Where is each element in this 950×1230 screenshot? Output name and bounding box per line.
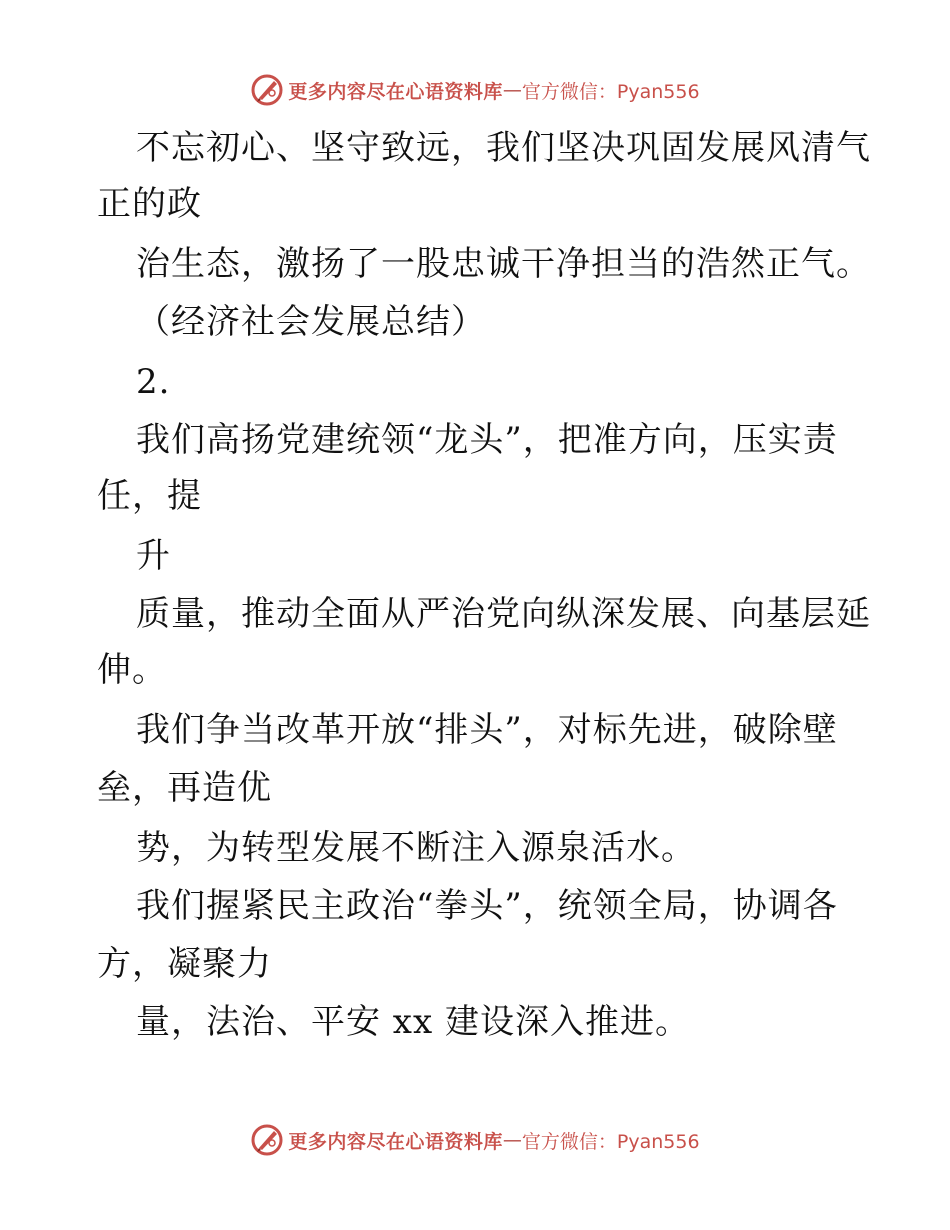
- text-line: 治生态，激扬了一股忠诚干净担当的浩然正气。: [136, 244, 871, 284]
- text-line: 任，提: [97, 476, 202, 516]
- banner-brand-text: 更多内容尽在心语资料库: [288, 1130, 503, 1153]
- text-line: 升: [136, 536, 171, 576]
- text-line: 我们争当改革开放“排头”，对标先进，破除壁: [136, 710, 838, 750]
- banner-dash: —: [502, 1129, 522, 1151]
- quill-pen-logo-icon: [250, 1123, 284, 1157]
- text-line: 势，为转型发展不断注入源泉活水。: [136, 828, 696, 868]
- text-line: 我们握紧民主政治“拳头”，统领全局，协调各: [136, 886, 838, 926]
- banner-dash: —: [502, 79, 522, 101]
- banner-brand-text: 更多内容尽在心语资料库: [288, 80, 503, 103]
- text-line: 质量，推动全面从严治党向纵深发展、向基层延: [136, 594, 871, 634]
- text-line: 正的政: [97, 184, 202, 224]
- quill-pen-logo-icon: [250, 73, 284, 107]
- header-banner: [0, 70, 950, 110]
- text-line: 垒，再造优: [97, 768, 272, 808]
- footer-banner: [0, 1120, 950, 1160]
- text-line: 伸。: [97, 650, 167, 690]
- text-line: 不忘初心、坚守致远，我们坚决巩固发展风清气: [136, 128, 871, 168]
- text-line: 2.: [136, 362, 171, 402]
- text-line: （经济社会发展总结）: [136, 302, 486, 342]
- text-line: 我们高扬党建统领“龙头”，把准方向，压实责: [136, 420, 838, 460]
- text-line: 方，凝聚力: [97, 944, 272, 984]
- banner-wechat-text: 官方微信：Pyan556: [521, 1130, 700, 1153]
- banner-wechat-text: 官方微信：Pyan556: [521, 80, 700, 103]
- text-line: 量，法治、平安 xx 建设深入推进。: [136, 1002, 690, 1042]
